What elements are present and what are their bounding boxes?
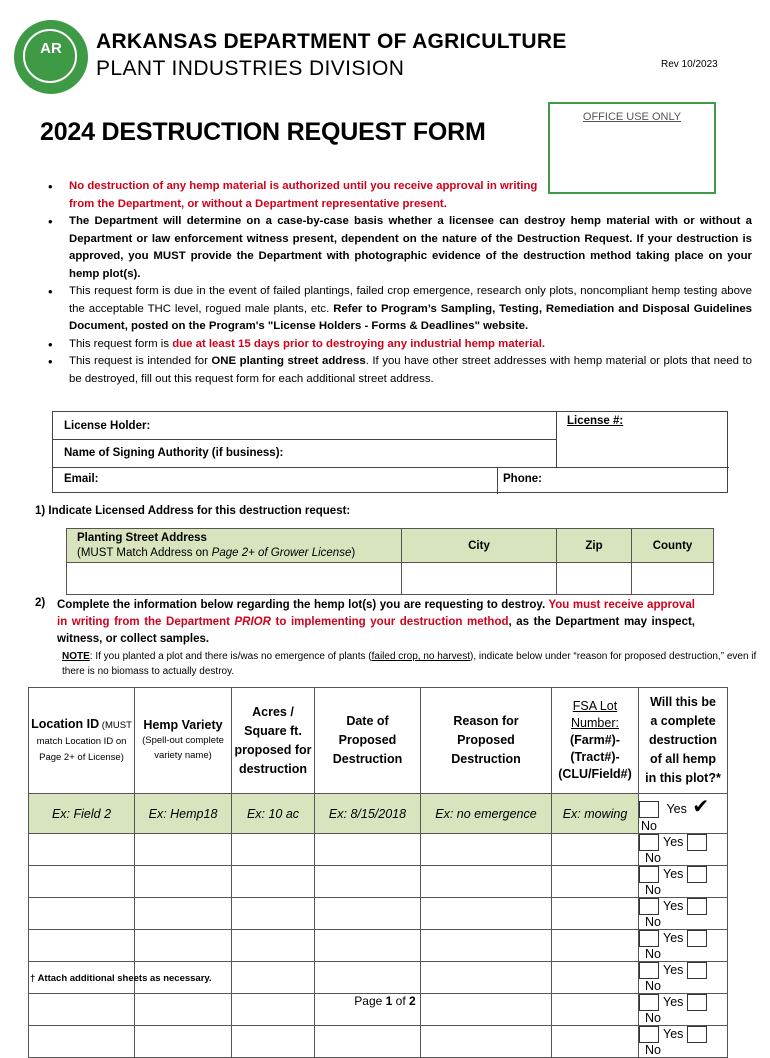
col-reason: Reason for Proposed Destruction	[421, 688, 552, 794]
example-location: Ex: Field 2	[29, 794, 135, 834]
no-checkbox[interactable]	[687, 1026, 707, 1043]
table-row: YesNo	[29, 834, 728, 866]
no-checkbox[interactable]	[687, 930, 707, 947]
no-checkbox[interactable]	[687, 962, 707, 979]
section-2-text: Complete the information below regarding the hemp lot(s) you are requesting to destroy. You must receive approval in writing from the Department PRIOR to implementing your destruction method, as the Department may inspect, witness, or collect samples.	[57, 599, 695, 645]
checkmark-icon: ✔	[692, 796, 710, 818]
page-number: Page 1 of 2	[354, 994, 416, 1008]
department-name: ARKANSAS DEPARTMENT OF AGRICULTURE	[96, 30, 567, 53]
col-location-id: Location ID (MUST match Location ID on Page 2+ of License)	[29, 688, 135, 794]
yes-checkbox	[639, 801, 659, 818]
footnote: † Attach additional sheets as necessary.	[30, 973, 212, 984]
section-2-number: 2)	[35, 597, 46, 609]
instruction-3: • This request form is due in the event of failed plantings, failed crop emergence, research only plots, noncompliant hemp testing above the acceptable THC level, rogued male plants, etc. Refer to Program’s Sampling, Testing, Remediation and Disposal Guidelines Document, posted on the Program's "License Holders - Forms & Deadlines" website.	[40, 283, 752, 336]
col-acres: Acres / Square ft. proposed for destruction	[232, 688, 315, 794]
zip-header: Zip	[557, 529, 632, 563]
yes-checkbox[interactable]	[639, 930, 659, 947]
example-complete-choice: Yes ✔ No	[639, 794, 728, 834]
license-info-box	[52, 411, 728, 493]
zip-input[interactable]	[557, 563, 632, 595]
table-row: YesNo	[29, 930, 728, 962]
county-header: County	[632, 529, 714, 563]
form-title: 2024 DESTRUCTION REQUEST FORM	[40, 118, 486, 146]
table-row: YesNo	[29, 994, 728, 1026]
example-row	[29, 794, 728, 834]
yes-checkbox[interactable]	[639, 898, 659, 915]
department-seal-logo	[14, 20, 88, 94]
instruction-4: • This request form is due at least 15 days prior to destroying any industrial hemp material.	[40, 336, 752, 354]
street-address-input[interactable]	[67, 563, 402, 595]
no-checkbox[interactable]	[687, 834, 707, 851]
address-table	[66, 528, 714, 595]
yes-checkbox[interactable]	[639, 866, 659, 883]
no-checkbox[interactable]	[687, 898, 707, 915]
section-2-note: NOTE: If you planted a plot and there is/was no emergence of plants (failed crop, no harvest), indicate below under “reason for proposed destruction,” even if there is no biomass to actually destroy.	[62, 651, 757, 677]
yes-checkbox[interactable]	[639, 962, 659, 979]
instructions-list	[40, 178, 752, 388]
table-row: YesNo	[29, 898, 728, 930]
no-checkbox[interactable]	[687, 866, 707, 883]
revision-date: Rev 10/2023	[661, 59, 718, 70]
col-date: Date of Proposed Destruction	[315, 688, 421, 794]
example-variety: Ex: Hemp18	[135, 794, 232, 834]
table-row: YesNo	[29, 1026, 728, 1058]
example-acres: Ex: 10 ac	[232, 794, 315, 834]
example-date: Ex: 8/15/2018	[315, 794, 421, 834]
instruction-2: • The Department will determine on a case-by-case basis whether a licensee can destroy hemp material with or without a Department or law enforcement witness present, dependent on the nature of the Destruction Request. If your destruction is approved, you MUST provide the Department with photographic evidence of the destruction method taking place on your hemp plot(s).	[40, 213, 752, 283]
example-reason: Ex: no emergence	[421, 794, 552, 834]
table-row: YesNo	[29, 962, 728, 994]
email-field[interactable]: Email:	[64, 473, 99, 485]
table-row: YesNo	[29, 866, 728, 898]
seal-text: AR	[40, 40, 62, 57]
phone-field[interactable]: Phone:	[503, 473, 542, 485]
office-use-label: OFFICE USE ONLY	[582, 111, 682, 123]
signing-authority-field[interactable]: Name of Signing Authority (if business):	[64, 447, 284, 459]
division-name: PLANT INDUSTRIES DIVISION	[96, 57, 405, 80]
instruction-5: • This request is intended for ONE planting street address. If you have other street addresses with hemp material or plots that need to be destroyed, fill out this request form for each additional street address.	[40, 353, 752, 388]
city-input[interactable]	[402, 563, 557, 595]
city-header: City	[402, 529, 557, 563]
example-fsa: Ex: mowing	[552, 794, 639, 834]
yes-checkbox[interactable]	[639, 834, 659, 851]
section-1-label: 1) Indicate Licensed Address for this destruction request:	[35, 505, 351, 517]
col-hemp-variety: Hemp Variety (Spell-out complete variety name)	[135, 688, 232, 794]
street-address-header: Planting Street Address (MUST Match Address on Page 2+ of Grower License)	[67, 529, 402, 563]
license-number-field[interactable]: License #:	[567, 415, 624, 427]
col-fsa-lot: FSA Lot Number: (Farm#)-(Tract#)-(CLU/Field#)	[552, 688, 639, 794]
license-holder-field[interactable]: License Holder:	[64, 420, 151, 432]
county-input[interactable]	[632, 563, 714, 595]
instruction-1: • No destruction of any hemp material is authorized until you receive approval in writing from the Department, or without a Department representative present.	[40, 178, 539, 213]
yes-checkbox[interactable]	[639, 1026, 659, 1043]
col-complete-destruction: Will this be a complete destruction of all hemp in this plot?*	[639, 688, 728, 794]
